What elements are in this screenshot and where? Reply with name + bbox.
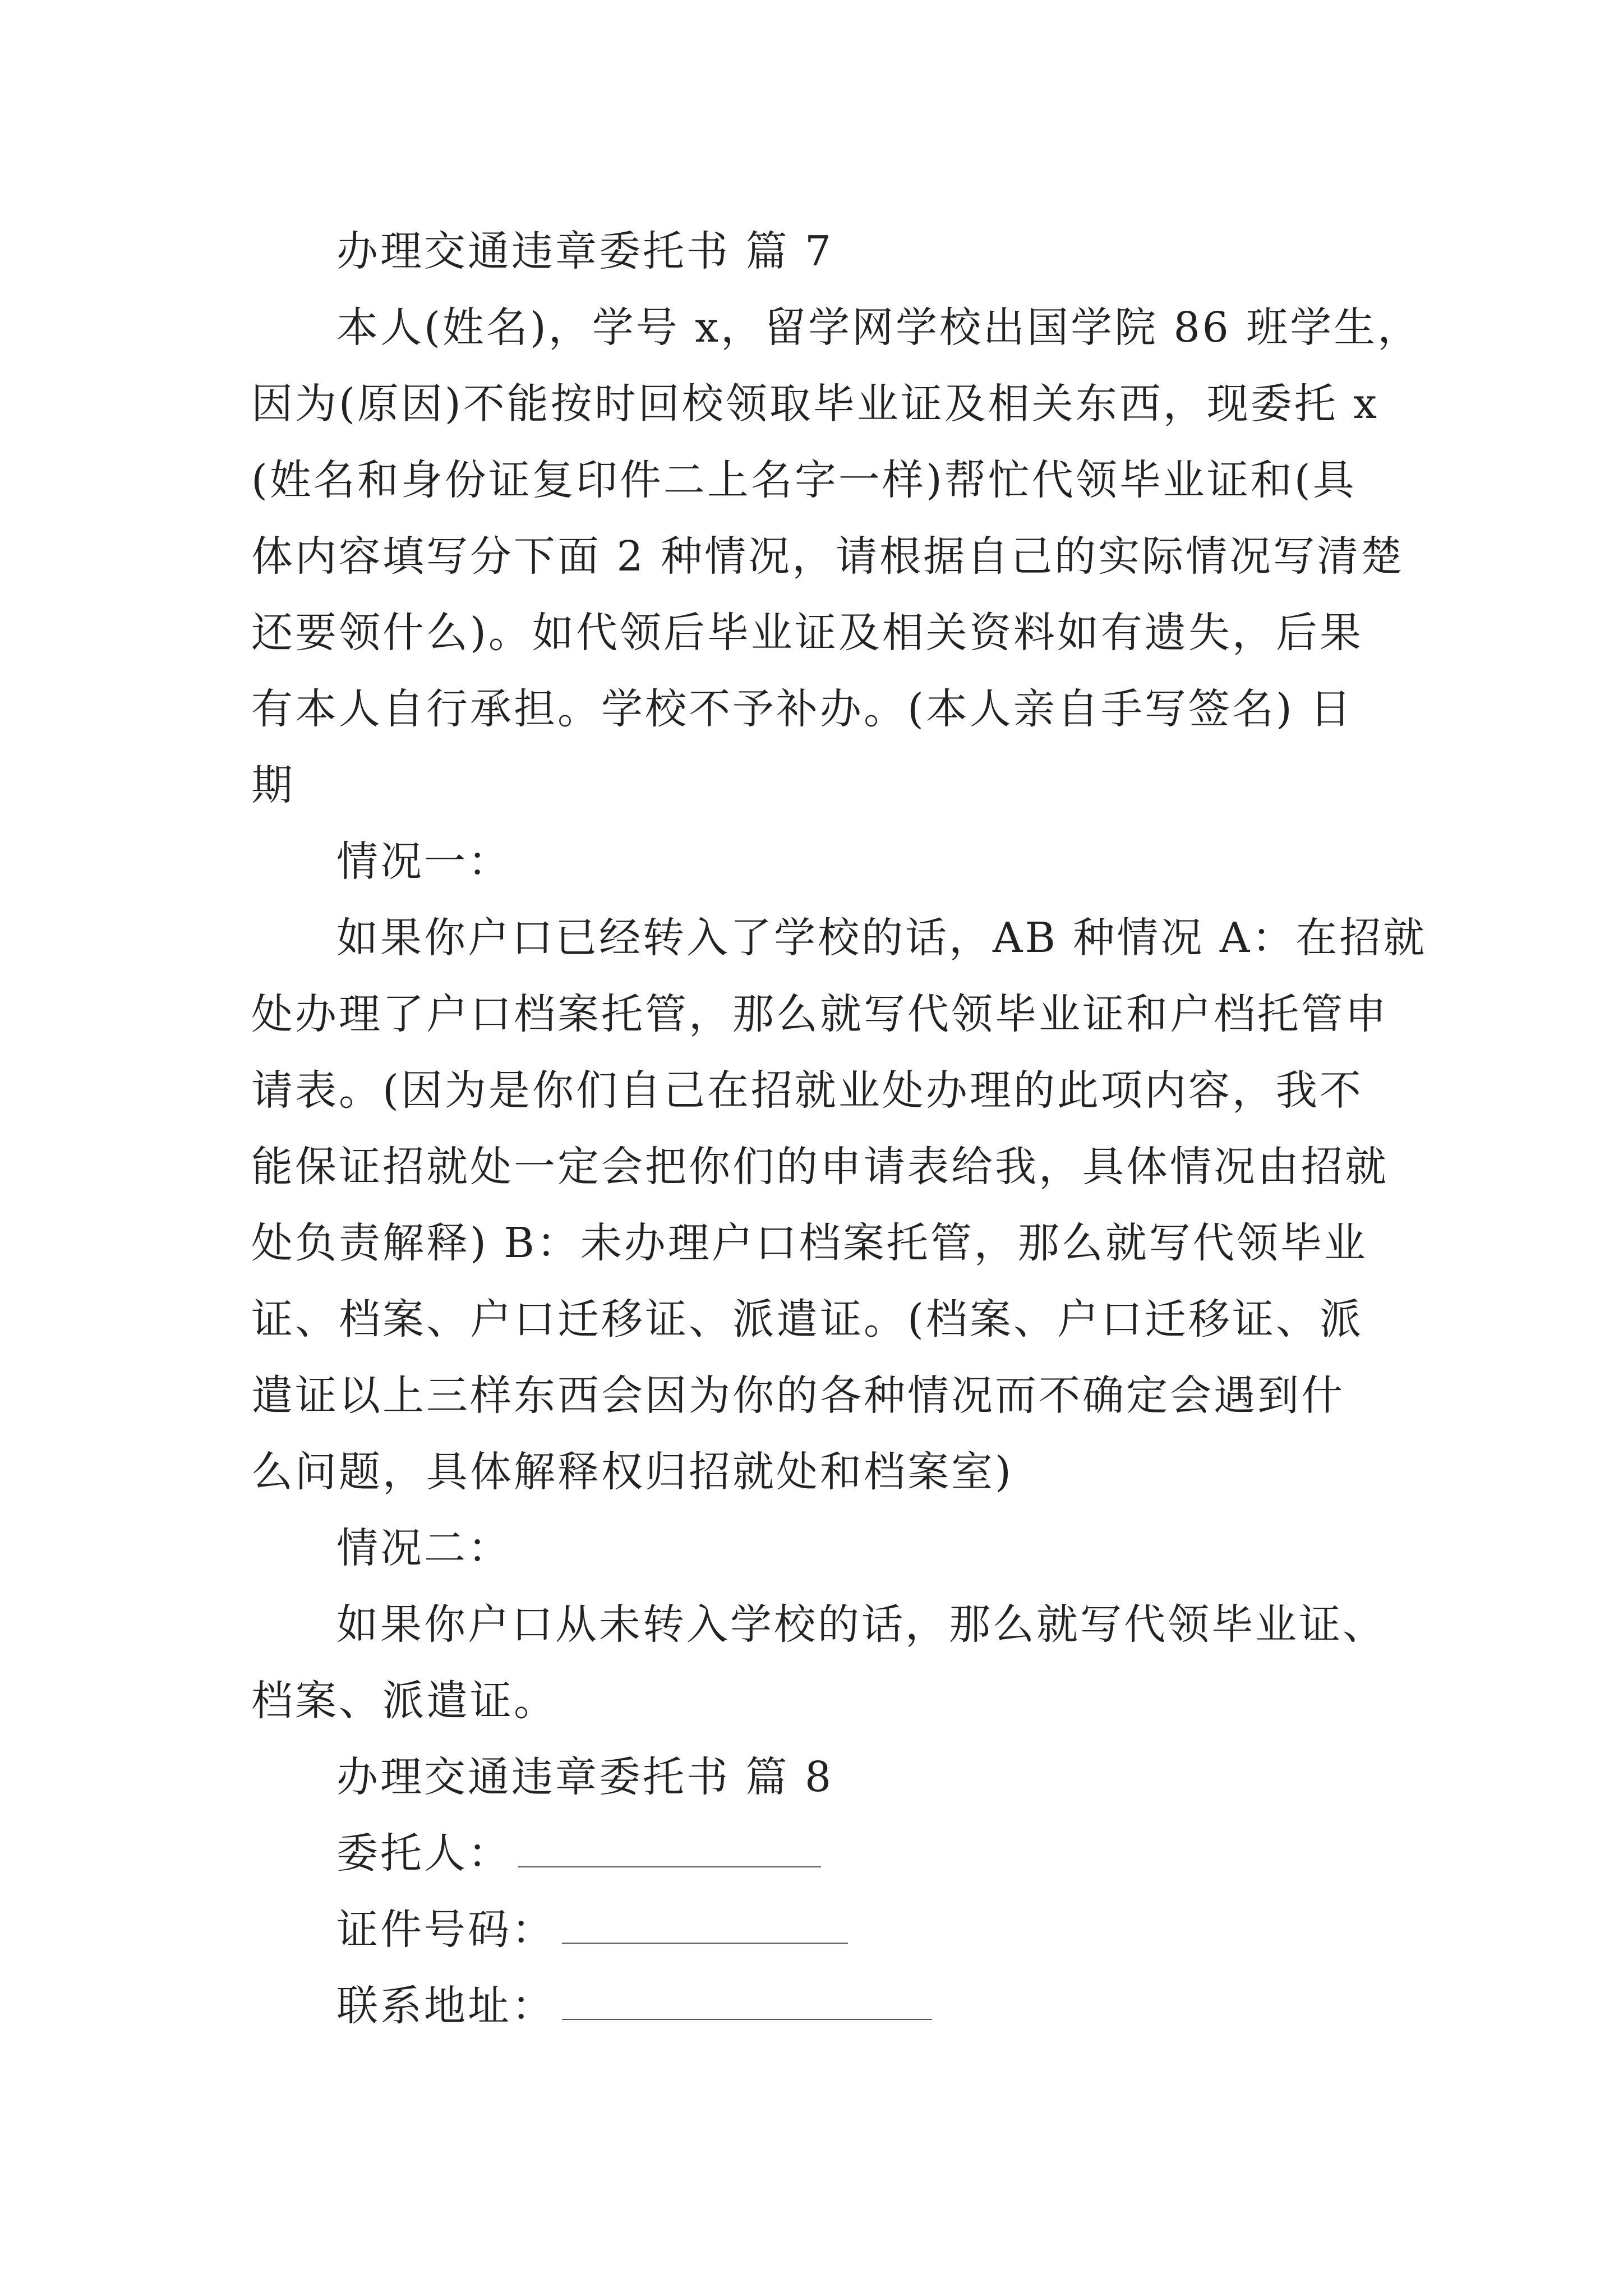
paragraph-line: 么问题，具体解释权归招就处和档案室) — [251, 1448, 1013, 1496]
document-body — [251, 213, 1427, 2044]
paragraph-line: 体内容填写分下面 2 种情况，请根据自己的实际情况写清楚 — [251, 532, 1405, 581]
paragraph-line: 有本人自行承担。学校不予补办。(本人亲自手写签名) 日 — [251, 685, 1354, 733]
paragraph-line: 处办理了户口档案托管，那么就写代领毕业证和户档托管申 — [251, 990, 1389, 1038]
paragraph-line: 还要领什么)。如代领后毕业证及相关资料如有遗失，后果 — [251, 609, 1363, 657]
case-1-heading: 情况一： — [336, 838, 511, 886]
field-address — [251, 1968, 1401, 2044]
paragraph-line: 遣证以上三样东西会因为你的各种情况而不确定会遇到什 — [251, 1372, 1345, 1420]
paragraph-line: 请表。(因为是你们自己在招就业处办理的此项内容，我不 — [251, 1066, 1363, 1115]
field-label-delegator: 委托人： — [336, 1829, 511, 1878]
paragraph-line: (姓名和身份证复印件二上名字一样)帮忙代领毕业证和(具 — [251, 456, 1357, 504]
case-2-paragraph — [251, 1586, 1401, 1739]
paragraph-line: 如果你户口已经转入了学校的话，AB 种情况 A：在招就 — [336, 914, 1427, 962]
paragraph-line: 能保证招就处一定会把你们的申请表给我，具体情况由招就 — [251, 1143, 1389, 1191]
field-label-id-number: 证件号码： — [336, 1906, 555, 1954]
paragraph-line: 期 — [251, 761, 295, 809]
field-id-number — [251, 1892, 1401, 1968]
case-1-paragraph — [251, 900, 1427, 1510]
blank-line-id-number — [562, 1920, 848, 1944]
paragraph-line: 档案、派遣证。 — [251, 1677, 557, 1725]
field-label-address: 联系地址： — [336, 1982, 555, 2030]
paragraph-line: 因为(原因)不能按时回校领取毕业证及相关东西，现委托 x — [251, 380, 1379, 428]
paragraph-line: 处负责解释) B：未办理户口档案托管，那么就写代领毕业 — [251, 1219, 1368, 1267]
section-7-heading: 办理交通违章委托书 篇 7 — [336, 227, 834, 275]
section-7-paragraph — [251, 289, 1422, 823]
paragraph-line: 本人(姓名)，学号 x，留学网学校出国学院 86 班学生， — [336, 303, 1422, 352]
blank-line-address — [562, 1996, 932, 2020]
blank-line-delegator — [518, 1844, 821, 1867]
field-delegator — [251, 1815, 1401, 1892]
section-8-heading: 办理交通违章委托书 篇 8 — [336, 1753, 834, 1801]
case-2-heading: 情况二： — [336, 1524, 511, 1572]
paragraph-line: 证、档案、户口迁移证、派遣证。(档案、户口迁移证、派 — [251, 1295, 1363, 1343]
paragraph-line: 如果你户口从未转入学校的话，那么就写代领毕业证、 — [336, 1600, 1386, 1649]
